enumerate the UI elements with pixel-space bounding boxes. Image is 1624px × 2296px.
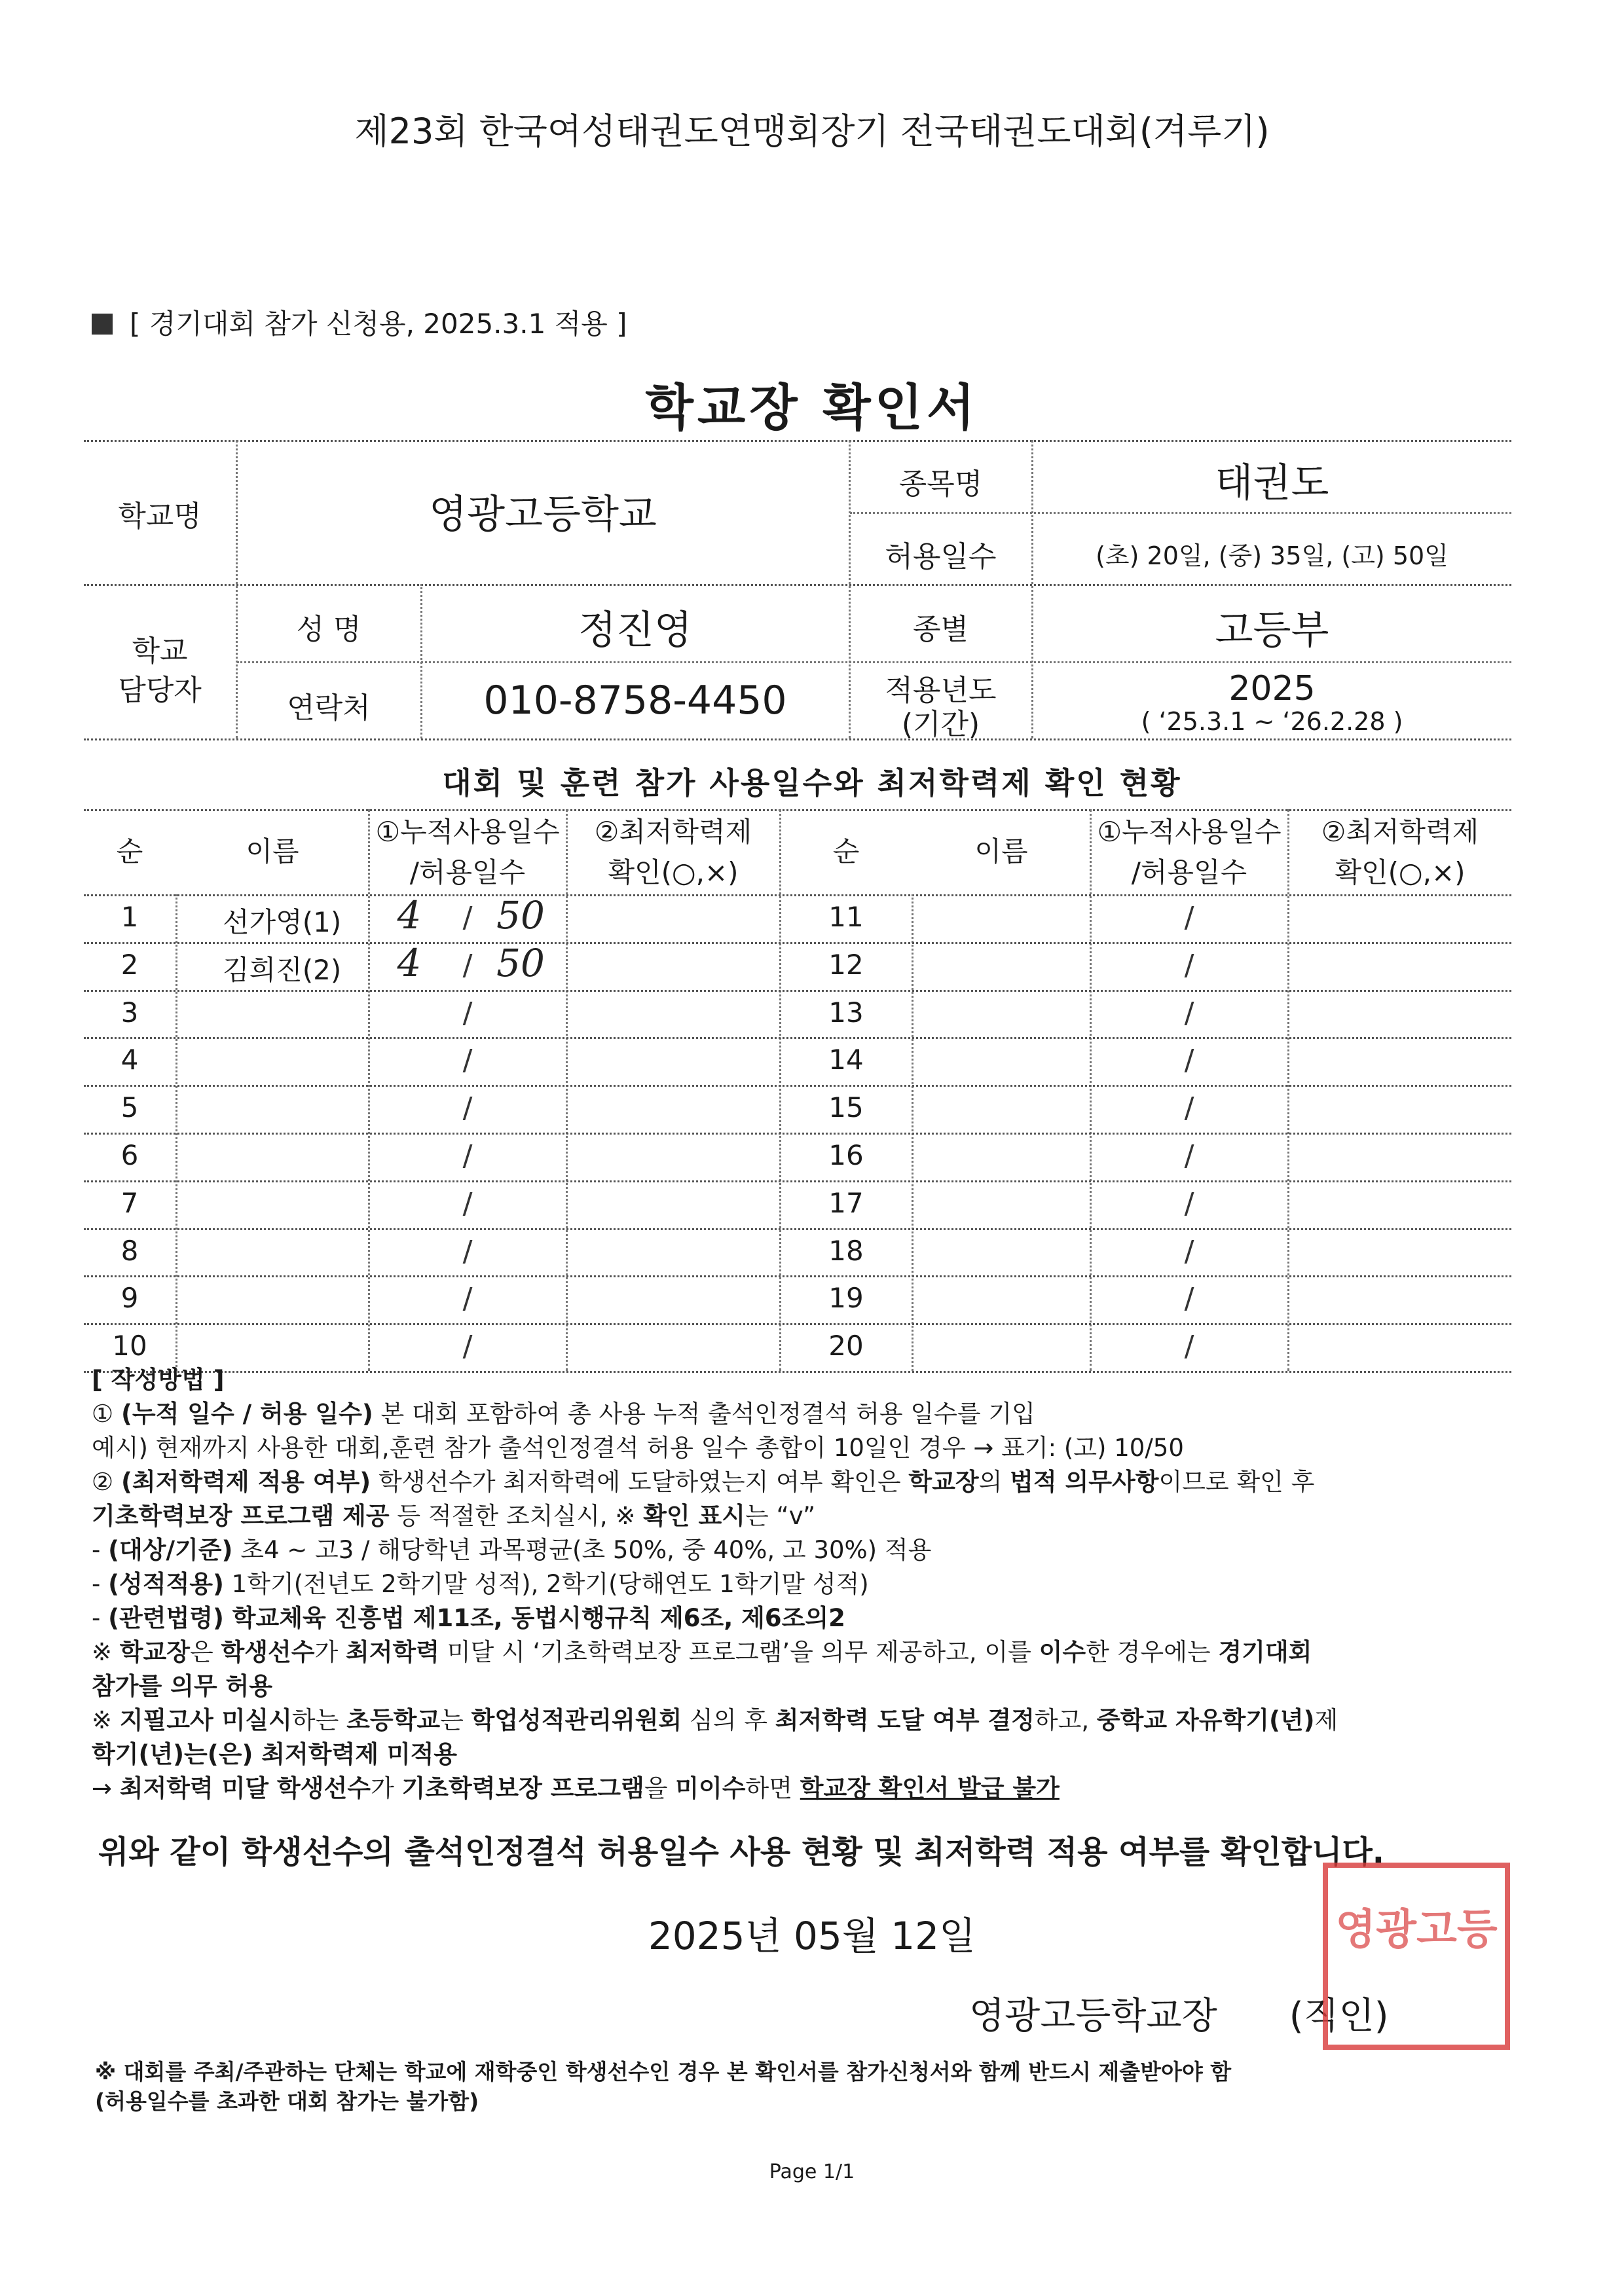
instr-bold: 미이수 (675, 1774, 746, 1802)
instr-bold: 최저학력 (346, 1638, 439, 1666)
instr-text: 본 대회 포함하여 총 사용 누적 출석인정결석 허용 일수를 기입 (373, 1400, 1035, 1428)
instr-text: 학생선수가 최저학력에 도달하였는지 여부 확인은 (371, 1468, 909, 1496)
contact-name-value: 정진영 (578, 608, 692, 653)
table-row-divider (84, 1275, 1511, 1277)
instruction-line-8 (92, 1635, 1559, 1669)
table-border-top (84, 809, 1511, 811)
days-separator: / (1184, 901, 1194, 934)
instr-text: 의 (978, 1468, 1010, 1496)
row-number: 10 (112, 1330, 147, 1362)
instruction-line-6 (92, 1567, 1559, 1601)
instr-bold: 학기(년)는(은) 최저학력제 미적용 (92, 1740, 458, 1768)
table-header-bottom (84, 894, 1511, 896)
instr-text: 하면 (745, 1774, 800, 1802)
col-days-right-1: ①누적사용일수 (1097, 816, 1282, 848)
days-separator: / (1184, 1044, 1194, 1078)
instr-text: 가 (370, 1774, 402, 1802)
col-days-left-1: ①누적사용일수 (375, 816, 560, 848)
days-separator: / (462, 1282, 473, 1316)
contact-label-2: 담당자 (118, 674, 202, 707)
col-min-right-2: 확인(○,×) (1335, 856, 1466, 888)
days-separator: / (1184, 996, 1194, 1030)
instr-text: 은 (190, 1638, 221, 1666)
table-row-divider (84, 1037, 1511, 1039)
allowed-days: 50 (496, 893, 545, 938)
table-row-divider (84, 1228, 1511, 1230)
official-seal-stamp (1323, 1863, 1510, 2050)
instr-text: 하는 (291, 1706, 347, 1734)
instr-bold: 경기대회 (1218, 1638, 1312, 1666)
col-days-left-2: /허용일수 (409, 856, 526, 888)
instr-text: 이므로 확인 후 (1158, 1468, 1315, 1496)
row-number: 2 (120, 948, 139, 981)
col-no-left: 순 (116, 835, 143, 867)
school-label: 학교명 (118, 500, 202, 533)
days-separator: / (462, 901, 473, 934)
table-row-divider (84, 1133, 1511, 1135)
phone-value: 010-8758-4450 (483, 678, 787, 723)
col-name-right: 이름 (974, 835, 1028, 867)
row-number: 8 (120, 1234, 139, 1267)
year-label-1: 적용년도 (885, 674, 997, 707)
vline-c (566, 809, 568, 1371)
instr-bold: 학교장 (908, 1468, 979, 1496)
instr-bold: (누적 일수 / 허용 일수) (120, 1400, 373, 1428)
table-row-divider (84, 1180, 1511, 1182)
instr-text: 초4 ~ 고3 / 해당학년 과목평균(초 50%, 중 40%, 고 30%) 적용 (232, 1536, 932, 1564)
used-days: 4 (397, 893, 422, 938)
col-no-right: 순 (832, 835, 860, 867)
instr-text: 한 경우에는 (1086, 1638, 1219, 1666)
sport-label: 종목명 (898, 467, 983, 501)
allowed-days: 50 (496, 940, 545, 985)
row-number: 7 (120, 1186, 139, 1219)
info-border-bottom (84, 738, 1511, 740)
row-number: 18 (828, 1234, 864, 1267)
instruction-line-11 (92, 1738, 1559, 1772)
instr-text: 을 (644, 1774, 676, 1802)
instr-marker: - (92, 1570, 109, 1598)
confirmation-statement: 위와 같이 학생선수의 출석인정결석 허용일수 사용 현황 및 최저학력 적용 여부를 확인합니다. (98, 1834, 1385, 1870)
instruction-line-10 (92, 1704, 1559, 1738)
instr-bold: 초등학교 (346, 1706, 441, 1734)
instruction-line-12 (92, 1772, 1559, 1806)
col-name-left: 이름 (246, 835, 299, 867)
row-number: 12 (828, 948, 864, 981)
instr-bold: 확인 표시 (643, 1502, 746, 1530)
instruction-line-1 (92, 1397, 1559, 1431)
instr-bold: 기초학력보장 프로그램 제공 (92, 1502, 390, 1530)
info-border-mid (84, 584, 1511, 586)
year-value: 2025 (1228, 669, 1316, 708)
instr-text: 는 (440, 1706, 471, 1734)
days-separator: / (462, 1139, 473, 1173)
footnote-line-2: (허용일수를 초과한 대회 참가는 불가함) (95, 2088, 479, 2114)
contact-label-1: 학교 (132, 634, 188, 668)
days-separator: / (1184, 1330, 1194, 1364)
document-title: 학교장 확인서 (645, 378, 979, 437)
vline-g (1287, 809, 1289, 1371)
instr-text: 제 (1314, 1706, 1338, 1734)
col-min-left-1: ②최저학력제 (594, 816, 752, 848)
days-separator: / (1184, 1186, 1194, 1220)
instr-bold: 법적 의무사항 (1010, 1468, 1159, 1496)
col-min-left-2: 확인(○,×) (608, 856, 739, 888)
row-number: 5 (120, 1091, 139, 1124)
instr-bold: 참가를 의무 허용 (92, 1672, 272, 1700)
phone-label: 연락처 (287, 691, 371, 725)
days-separator: / (462, 1044, 473, 1078)
instructions-heading: [ 작성방법 ] (92, 1366, 225, 1394)
instr-bold: 학생선수 (221, 1638, 315, 1666)
student-name: 김희진(2) (223, 953, 342, 986)
sport-value: 태권도 (1215, 460, 1329, 506)
instruction-line-4 (92, 1499, 1559, 1533)
instr-text: 가 (314, 1638, 346, 1666)
allowed-days-label: 허용일수 (885, 540, 997, 574)
row-number: 1 (120, 901, 139, 933)
subtitle-text: [ 경기대회 참가 신청용, 2025.3.1 적용 ] (130, 308, 627, 340)
instr-text: 1학기(전년도 2학기말 성적), 2학기(당해연도 1학기말 성적) (223, 1570, 869, 1598)
division-value: 고등부 (1215, 608, 1329, 653)
row-number: 3 (120, 996, 139, 1029)
student-name: 선가영(1) (223, 906, 342, 938)
school-value: 영광고등학교 (429, 492, 657, 538)
row-number: 13 (828, 996, 864, 1029)
row-number: 4 (120, 1044, 139, 1076)
row-number: 17 (828, 1186, 864, 1219)
row-number: 6 (120, 1139, 139, 1171)
instr-text: 미달 시 ‘기초학력보장 프로그램’을 의무 제공하고, 이를 (439, 1638, 1039, 1666)
days-separator: / (1184, 1139, 1194, 1173)
info-divider-right (850, 512, 1511, 514)
instr-marker: ② (92, 1468, 121, 1496)
instruction-line-9 (92, 1669, 1559, 1704)
form-subtitle (92, 302, 627, 342)
footnote (95, 2057, 1231, 2116)
instr-marker: ① (92, 1400, 121, 1428)
instr-bold: 이수 (1039, 1638, 1086, 1666)
days-separator: / (1184, 1091, 1194, 1125)
row-number: 20 (828, 1330, 864, 1362)
name-label: 성 명 (296, 613, 361, 646)
used-days: 4 (397, 940, 422, 985)
row-number: 11 (828, 901, 864, 933)
instruction-line-5 (92, 1533, 1559, 1567)
days-separator: / (462, 1091, 473, 1125)
table-row-divider (84, 1085, 1511, 1087)
event-title: 제23회 한국여성태권도연맹회장기 전국태권도대회(겨루기) (354, 111, 1270, 152)
instr-bold: (성적적용) (108, 1570, 224, 1598)
row-number: 15 (828, 1091, 864, 1124)
period-value: ( ‘25.3.1 ~ ‘26.2.28 ) (1141, 707, 1403, 736)
instr-bold: 중학교 자유학기(년) (1096, 1706, 1315, 1734)
table-row-divider (84, 942, 1511, 944)
days-separator: / (462, 1186, 473, 1220)
footnote-line-1: ※ 대회를 주최/주관하는 단체는 학교에 재학중인 학생선수인 경우 본 확인서를 참가신청서와 함께 반드시 제출받아야 함 (95, 2059, 1232, 2085)
row-number: 19 (828, 1282, 864, 1315)
year-label-2: (기간) (901, 708, 980, 741)
instr-marker: - (92, 1536, 109, 1564)
days-separator: / (462, 996, 473, 1030)
instr-marker: ※ (92, 1706, 120, 1734)
instr-text: 는 “v” (745, 1502, 816, 1530)
instr-bold: 최저학력 미달 학생선수 (119, 1774, 371, 1802)
col-min-right-1: ②최저학력제 (1321, 816, 1479, 848)
instr-bold: (관련법령) (108, 1604, 224, 1632)
instr-marker: ※ (92, 1638, 120, 1666)
instr-text: 등 적절한 조치실시, ※ (389, 1502, 644, 1530)
info-border-top (84, 440, 1511, 442)
days-separator: / (1184, 1282, 1194, 1316)
instr-marker: → (92, 1774, 120, 1802)
table-row-divider (84, 990, 1511, 992)
days-separator: / (462, 1234, 473, 1268)
instruction-line-7 (92, 1601, 1559, 1635)
section-title: 대회 및 훈련 참가 사용일수와 최저학력제 확인 현황 (442, 765, 1182, 801)
instr-bold: 기초학력보장 프로그램 (401, 1774, 644, 1802)
row-number: 14 (828, 1044, 864, 1076)
instr-bold: (최저학력제 적용 여부) (120, 1468, 371, 1496)
instr-bold: 학교체육 진흥법 제11조, 동법시행규칙 제6조, 제6조의2 (223, 1604, 845, 1632)
row-number: 16 (828, 1139, 864, 1171)
division-label: 종별 (912, 613, 969, 646)
instruction-line-2: 예시) 현재까지 사용한 대회,훈련 참가 출석인정결석 허용 일수 총합이 10일인 경우 → 표기: (고) 10/50 (92, 1434, 1184, 1462)
days-separator: / (1184, 948, 1194, 982)
issue-date: 2025년 05월 12일 (648, 1914, 976, 1958)
days-separator: / (462, 1330, 473, 1364)
instr-marker: - (92, 1604, 109, 1632)
info-divider-contact (237, 661, 1511, 663)
instr-bold: 학교장 확인서 발급 불가 (800, 1774, 1060, 1802)
days-separator: / (1184, 1234, 1194, 1268)
table-row-divider (84, 1323, 1511, 1325)
instructions (92, 1363, 1559, 1806)
instr-bold: 최저학력 도달 여부 결정 (775, 1706, 1035, 1734)
instr-bold: 학교장 (119, 1638, 190, 1666)
col-days-right-2: /허용일수 (1131, 856, 1247, 888)
days-separator: / (462, 948, 473, 982)
instr-bold: 지필고사 미실시 (119, 1706, 292, 1734)
instr-bold: 학업성적관리위원회 (471, 1706, 682, 1734)
instr-text: 심의 후 (682, 1706, 775, 1734)
principal-name: 영광고등학교장 (969, 1995, 1217, 2037)
allowed-days-value: (초) 20일, (중) 35일, (고) 50일 (1096, 541, 1449, 570)
instruction-line-3 (92, 1465, 1559, 1499)
square-bullet-icon (92, 314, 113, 335)
page-number: Page 1/1 (769, 2160, 855, 2183)
seal-note: (직인) (1289, 1995, 1389, 2037)
instr-bold: (대상/기준) (108, 1536, 233, 1564)
row-number: 9 (120, 1282, 139, 1315)
instr-text: 하고, (1034, 1706, 1097, 1734)
seal-text: 영광고등 (1335, 1906, 1498, 1954)
